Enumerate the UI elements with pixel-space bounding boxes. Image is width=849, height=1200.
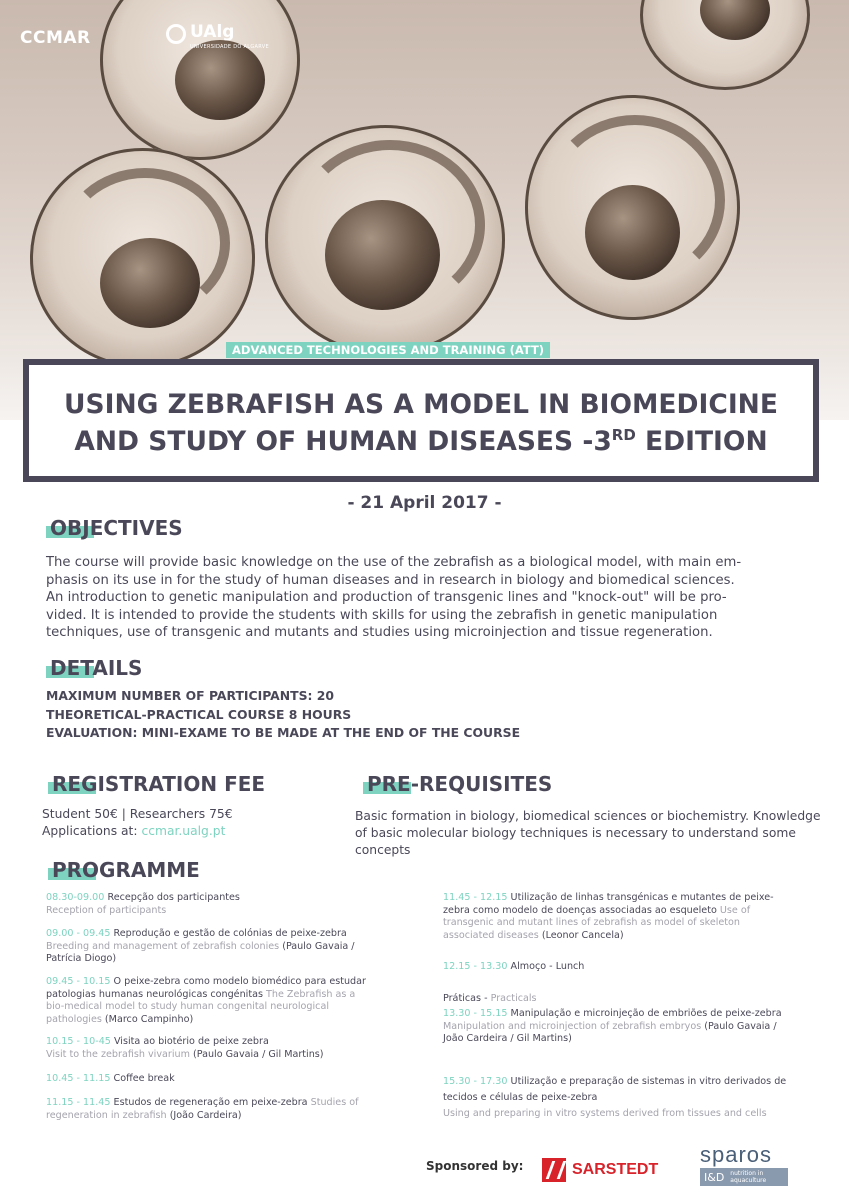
embryo-egg — [525, 95, 740, 320]
page-title: USING ZEBRAFISH AS A MODEL IN BIOMEDICINE AND STUDY OF HUMAN DISEASES -3RD EDITION — [64, 389, 778, 457]
registration-link[interactable]: ccmar.ualg.pt — [141, 824, 226, 838]
details-item: MAXIMUM NUMBER OF PARTICIPANTS: 20 — [46, 688, 335, 703]
programme-item: Práticas - Practicals — [443, 993, 537, 1004]
ualg-logo: UAlg — [190, 22, 235, 42]
programme-item: 13.30 - 15.15 Manipulação e microinjeção de embriões de peixe-zebra Manipulation and microinjection of zebrafish embryos (Paulo Gavaia / João Cardeira / Gil Martins) — [443, 1008, 782, 1044]
programme-item: 15.30 - 17.30 Utilização e preparação de sistemas in vitro derivados de tecidos e células de peixe-zebra Using and preparing in vitro systems derived from tissues and cells — [443, 1076, 787, 1119]
embryo-egg — [640, 0, 810, 90]
ualg-logo-subtitle: UNIVERSIDADE DO ALGARVE — [190, 44, 269, 50]
programme-item: 09.00 - 09.45 Reprodução e gestão de colónias de peixe-zebra Breeding and management of zebrafish colonies (Paulo Gavaia / Patrícia Diogo) — [46, 928, 355, 964]
event-date: - 21 April 2017 - — [347, 493, 502, 513]
details-item: EVALUATION: MINI-EXAME TO BE MADE AT THE END OF THE COURSE — [46, 725, 521, 740]
programme-item: 10.15 - 10-45 Visita ao biotério de peixe zebra Visit to the zebrafish vivarium (Paulo Gavaia / Gil Martins) — [46, 1036, 324, 1060]
details-heading: DETAILS — [50, 656, 142, 680]
embryo-egg — [265, 125, 505, 355]
programme-item: 12.15 - 13.30 Almoço - Lunch — [443, 961, 585, 972]
title-box — [23, 359, 819, 482]
ualg-logo-icon — [166, 24, 186, 44]
programme-item: 09.45 - 10.15 O peixe-zebra como modelo biomédico para estudar patologias humanas neurológicas congénitas The Zebrafish as a bio-medical model to study human congenital neurological pathologies (Marco Campinho) — [46, 976, 366, 1025]
programme-item: 08.30-09.00 Recepção dos participantes Reception of participants — [46, 892, 240, 916]
objectives-text: The course will provide basic knowledge on the use of the zebrafish as a biological model, with main em- phasis on its use in for the study of human diseases and in research in biology and biomedical sciences. An introduction to genetic manipulation and production of transgenic lines and "knock-out" will be pro- vided. It is intended to provide the students with skills for using the zebrafish in genetic manipulation techniques, use of transgenic and mutants and studies using microinjection and tissue regeneration. — [46, 555, 742, 640]
details-list — [46, 687, 520, 743]
prerequisites-heading: PRE-REQUISITES — [367, 772, 552, 796]
sponsored-label: Sponsored by: — [426, 1159, 524, 1173]
sarstedt-logo: SARSTEDT — [542, 1158, 658, 1182]
sparos-logo: sparos I&D nutrition in aquaculture — [700, 1142, 788, 1186]
details-item: THEORETICAL-PRACTICAL COURSE 8 HOURS — [46, 706, 352, 722]
registration-fee: Student 50€ | Researchers 75€ Applications at: ccmar.ualg.pt — [42, 807, 233, 838]
programme-item: 11.15 - 11.45 Estudos de regeneração em peixe-zebra Studies of regeneration in zebrafish (João Cardeira) — [46, 1097, 359, 1121]
programme-heading: PROGRAMME — [52, 858, 200, 882]
embryo-egg — [30, 148, 255, 368]
att-tag: ADVANCED TECHNOLOGIES AND TRAINING (ATT) — [226, 342, 550, 358]
programme-item: 10.45 - 11.15 Coffee break — [46, 1073, 175, 1084]
sarstedt-mark-icon — [542, 1158, 566, 1182]
prerequisites-text: Basic formation in biology, biomedical sciences or biochemistry. Knowledge of basic molecular biology techniques is necessary to understand some concepts — [355, 809, 821, 857]
registration-heading: REGISTRATION FEE — [52, 772, 265, 796]
ccmar-logo: CCMAR — [20, 28, 91, 48]
objectives-heading: OBJECTIVES — [50, 516, 183, 540]
programme-item: 11.45 - 12.15 Utilização de linhas transgénicas e mutantes de peixe-zebra como modelo de doenças associadas ao esqueleto Use of transgenic and mutant lines of zebrafish as model of skeleton associated diseases (Leonor Cancela) — [443, 892, 774, 941]
